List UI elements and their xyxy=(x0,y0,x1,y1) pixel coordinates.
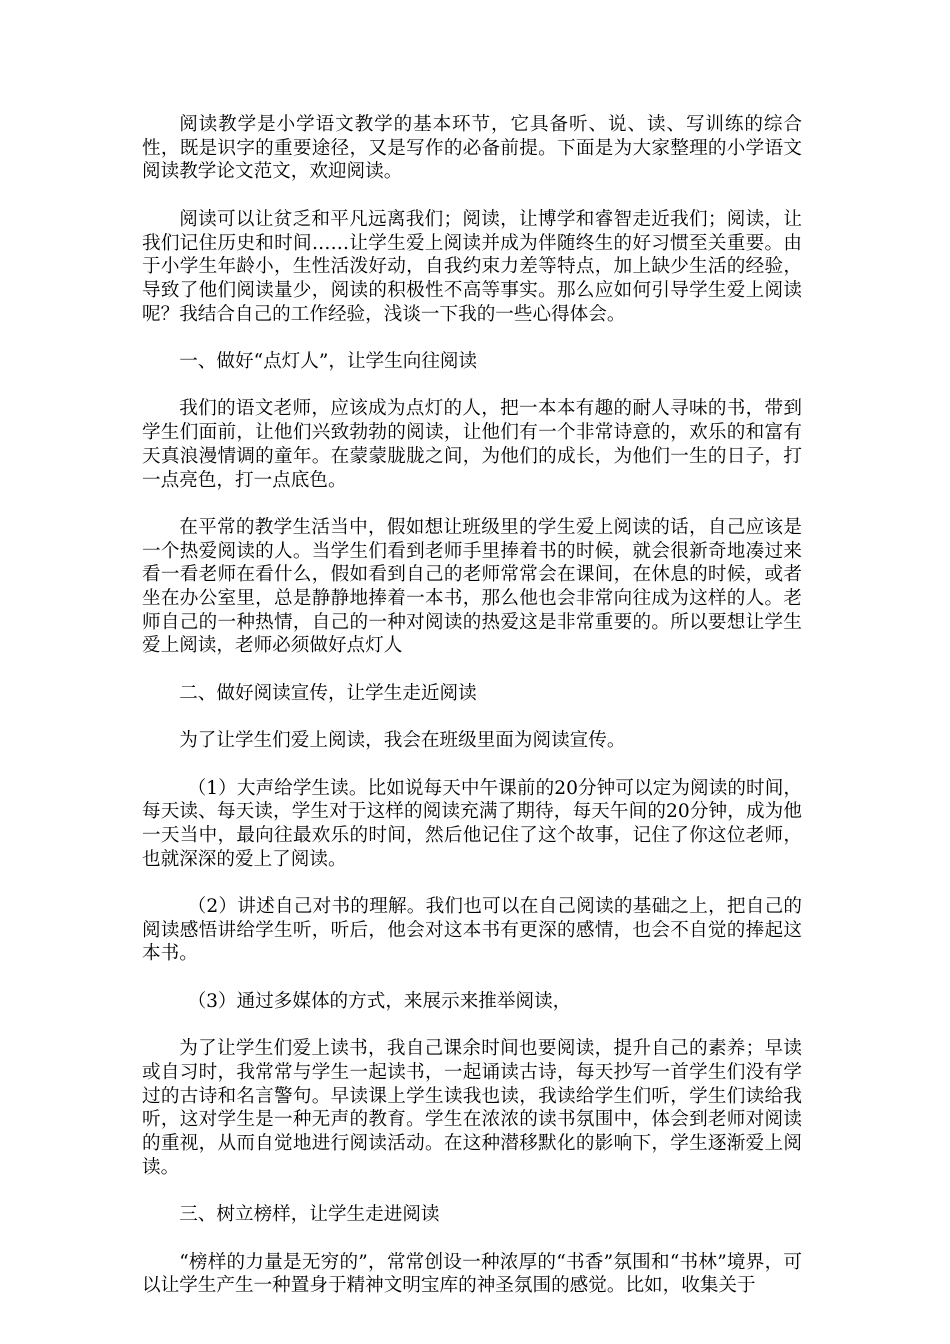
document-page xyxy=(142,113,802,1322)
section-heading: 二、做好阅读宣传，让学生走近阅读 xyxy=(179,682,477,704)
intro-paragraph: 阅读教学是小学语文教学的基本环节，它具备听、说、读、写训练的综合性，既是识字的重要途径，又是写作的必备前提。下面是为大家整理的小学语文阅读教学论文范文，欢迎阅读。 xyxy=(142,114,802,183)
list-item: （2）讲述自己对书的理解。我们也可以在自己阅读的基础之上，把自己的阅读感悟讲给学生听，听后，他会对这本书有更深的感情，也会不自觉的捧起这本书。 xyxy=(142,896,802,965)
section-heading: 三、树立榜样，让学生走进阅读 xyxy=(179,1204,440,1226)
body-paragraph: 在平常的教学生活当中，假如想让班级里的学生爱上阅读的话，自己应该是一个热爱阅读的人。当学生们看到老师手里捧着书的时候，就会很新奇地凑过来看一看老师在看什么，假如看到自己的老师常常会在课间，在休息的时候，或者坐在办公室里，总是静静地捧着一本书，那么他也会非常向往成为这样的人。老师自己的一种热情，自己的一种对阅读的热爱这是非常重要的。所以要想让学生爱上阅读，老师必须做好点灯人 xyxy=(142,516,802,657)
body-paragraph: 为了让学生们爱上阅读，我会在班级里面为阅读宣传。 xyxy=(179,730,626,752)
body-paragraph: 阅读可以让贫乏和平凡远离我们；阅读，让博学和睿智走近我们；阅读，让我们记住历史和时间……让学生爱上阅读并成为伴随终生的好习惯至关重要。由于小学生年龄小，生性活泼好动，自我约束力差等特点，加上缺少生活的经验，导致了他们阅读量少，阅读的积极性不高等事实。那么应如何引导学生爱上阅读呢？我结合自己的工作经验，浅谈一下我的一些心得体会。 xyxy=(142,208,802,325)
body-paragraph: “榜样的力量是无穷的”，常常创设一种浓厚的“书香”氛围和“书林”境界，可以让学生产生一种置身于精神文明宝库的神圣氛围的感觉。比如，收集关于 xyxy=(142,1251,802,1297)
body-paragraph: 我们的语文老师，应该成为点灯的人，把一本本有趣的耐人寻味的书，带到学生们面前，让他们兴致勃勃的阅读，让他们有一个非常诗意的，欢乐的和富有天真浪漫情调的童年。在蒙蒙胧胧之间，为他们的成长，为他们一生的日子，打一点亮色，打一点底色。 xyxy=(142,398,802,491)
list-item: （1）大声给学生读。比如说每天中午课前的20分钟可以定为阅读的时间，每天读、每天读，学生对于这样的阅读充满了期待，每天午间的20分钟，成为他一天当中，最向往最欢乐的时间，然后他记住了这个故事，记住了你这位老师，也就深深的爱上了阅读。 xyxy=(142,777,802,870)
list-item: （3）通过多媒体的方式，来展示来推举阅读， xyxy=(187,990,572,1012)
section-heading: 一、做好“点灯人”，让学生向往阅读 xyxy=(179,351,478,372)
body-paragraph: 为了让学生们爱上读书，我自己课余时间也要阅读，提升自己的素养；早读或自习时，我常常与学生一起读书，一起诵读古诗，每天抄写一首学生们没有学过的古诗和名言警句。早读课上学生读我也读，我读给学生们听，学生们读给我听，这对学生是一种无声的教育。学生在浓浓的读书氛围中，体会到老师对阅读的重视，从而自觉地进行阅读活动。在这种潜移默化的影响下，学生逐渐爱上阅读。 xyxy=(142,1038,802,1178)
